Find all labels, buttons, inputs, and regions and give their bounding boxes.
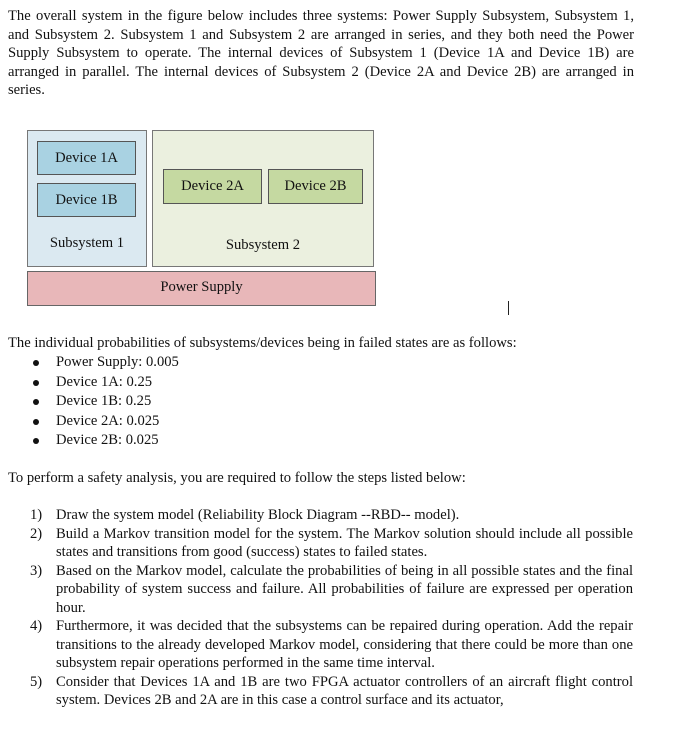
list-item [30,506,633,525]
list-item [30,562,633,618]
device-2a-block [163,169,262,204]
probabilities-list [28,353,179,451]
steps-intro: To perform a safety analysis, you are required to follow the steps listed below: [8,470,466,486]
step-text: Based on the Markov model, calculate the probabilities of being in all possible states and the final probability of system success and failure. All probabilities of failure are expressed per operation hour. [56,562,633,616]
device-1a-label: Device 1A [55,150,118,166]
step-number: 3) [30,562,43,579]
list-item [30,673,633,710]
subsystem-2-label: Subsystem 2 [225,237,301,253]
list-item [30,525,633,562]
list-item: Device 1B: 0.25 [28,392,179,412]
text-cursor [508,301,509,315]
steps-list [30,506,633,710]
step-text: Consider that Devices 1A and 1B are two FPGA actuator controllers of an aircraft flight control system. Devices 2B and 2A are in this case a control surface and its actuator, [56,673,633,708]
subsystem-1-label: Subsystem 1 [49,235,125,251]
list-item: Device 2A: 0.025 [28,412,179,432]
list-item: Power Supply: 0.005 [28,353,179,373]
step-text: Draw the system model (Reliability Block Diagram --RBD-- model). [56,507,460,523]
device-1a-block [37,141,136,175]
device-2a-label: Device 2A [181,178,244,194]
list-item [30,617,633,673]
list-item: Device 1A: 0.25 [28,373,179,393]
device-1b-label: Device 1B [55,192,118,208]
device-2b-block [268,169,363,204]
list-item: Device 2B: 0.025 [28,431,179,451]
step-number: 4) [30,618,43,634]
device-1b-block [37,183,136,217]
intro-paragraph: The overall system in the figure below includes three systems: Power Supply Subsystem, Subsystem 1, and Subsystem 2. Subsystem 1 and Subsystem 2 are arranged in series, and they both need the Power Supply Subsystem to operate. The internal devices of Subsystem 1 (Device 1A and Device 1B) are arranged in parallel. The internal devices of Subsystem 2 (Device 2A and Device 2B) are arranged in series. [8,8,634,98]
probabilities-intro: The individual probabilities of subsystems/devices being in failed states are as follows: [8,335,517,351]
step-number: 1) [30,507,43,523]
step-number: 5) [30,673,43,690]
step-text: Build a Markov transition model for the system. The Markov solution should include all possible states and transitions from good (success) states to failed states. [56,525,633,560]
device-2b-label: Device 2B [284,178,347,194]
power-supply-label: Power Supply [160,279,243,295]
power-supply-block [27,271,376,306]
system-diagram [0,0,674,320]
step-text: Furthermore, it was decided that the subsystems can be repaired during operation. Add the repair transitions to the already developed Markov model, considering that there could be more than one subsystem repair operations performed in the same time interval. [56,618,633,671]
step-number: 2) [30,525,43,542]
